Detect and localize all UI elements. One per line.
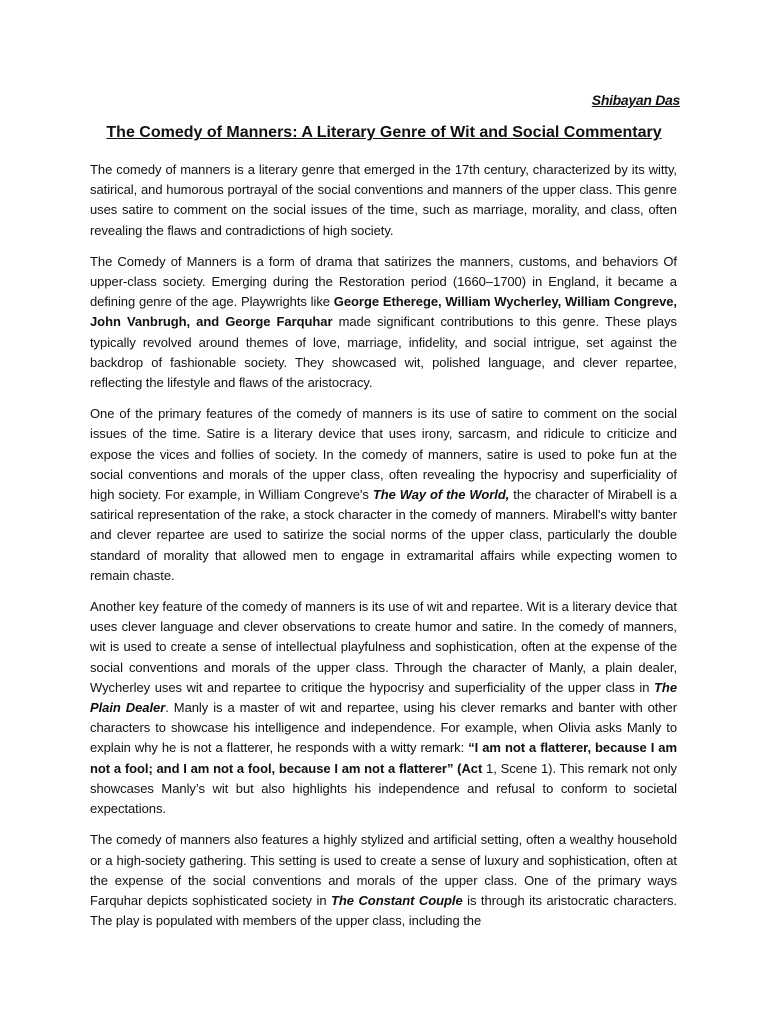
paragraph-5-text-end: is through its aristocratic characters. The play is populated with members of the upper class, including the	[90, 892, 677, 929]
play-title-plain-dealer: The Plain Dealer	[90, 679, 677, 716]
paragraph-4	[90, 597, 677, 819]
manly-quote: “I am not a flatterer, because I am not a fool; and I am not a fool, because I am not a flatterer” (Act	[90, 740, 677, 776]
document-title: The Comedy of Manners: A Literary Genre of Wit and Social Commentary	[106, 124, 662, 141]
paragraph-4-text-mid: . Manly is a master of wit and repartee, using his clever remarks and banter with other characters to showcase his intelligence and independence. For example, when Olivia asks Manly to explain why he is not a flatterer, he responds with a witty remark:	[90, 700, 678, 756]
paragraph-3-text: One of the primary features of the comedy of manners is its use of satire to comment on the social issues of the time. Satire is a literary device that uses irony, sarcasm, and ridicule to criticize and expose the vices and follies of society. In the comedy of manners, satire is used to poke fun at the social conventions and morals of the upper class, often revealing the hypocrisy and superficiality of high society. For example, in William Congreve's	[90, 406, 677, 503]
paragraph-5-text: The comedy of manners also features a highly stylized and artificial setting, often a wealthy household or a high-society gathering. This setting is used to create a sense of luxury and sophistication, often at the expense of the social conventions and morals of the upper class. One of the primary ways Farquhar depicts sophisticated society in	[90, 832, 677, 908]
paragraph-5	[90, 830, 677, 931]
playwrights-list: George Etherege, William Wycherley, William Congreve, John Vanbrugh, and George Farquhar	[90, 294, 677, 330]
paragraph-3	[90, 404, 677, 586]
author-name: Shibayan Das	[591, 92, 680, 108]
paragraph-1: The comedy of manners is a literary genre that emerged in the 17th century, characterized by its witty, satirical, and humorous portrayal of the social conventions and manners of the upper class. This genre uses satire to comment on the social issues of the time, such as marriage, morality, and class, often revealing the flaws and contradictions of high society.	[90, 162, 677, 238]
paragraph-4-text: Another key feature of the comedy of manners is its use of wit and repartee. Wit is a literary device that uses clever language and clever observations to create humor and satire. In the comedy of manners, wit is used to create a sense of intellectual playfulness and sophistication, often at the expense of the social conventions and morals of the upper class. Through the character of Manly, a plain dealer, Wycherley uses wit and repartee to critique the hypocrisy and superficiality of the upper class in	[90, 599, 677, 695]
play-title-constant-couple: The Constant Couple	[331, 892, 463, 908]
play-title-way-of-the-world: The Way of the World,	[372, 487, 510, 503]
paragraph-2	[90, 252, 677, 393]
document-body	[90, 160, 677, 942]
paragraph-4-text-end: 1, Scene 1). This remark not only showcases Manly’s wit but also highlights his independence and refusal to conform to societal expectations.	[90, 760, 677, 817]
paragraph-3-text-end: the character of Mirabell is a satirical representation of the rake, a stock character in the comedy of manners. Mirabell's witty banter and clever repartee are used to satirize the social norms of the upper class, particularly the double standard of morality that allowed men to engage in extramarital affairs while expecting women to remain chaste.	[90, 487, 677, 583]
paragraph-2-text-end: made significant contributions to this genre. These plays typically revolved around themes of love, marriage, infidelity, and social intrigue, set against the backdrop of fashionable society. They showcased wit, polished language, and clever repartee, reflecting the lifestyle and flaws of the aristocracy.	[90, 314, 677, 391]
paragraph-2-text: The Comedy of Manners is a form of drama that satirizes the manners, customs, and behaviors Of upper-class society. Emerging during the Restoration period (1660–1700) in England, it became a defining genre of the age. Playwrights like	[90, 253, 677, 310]
